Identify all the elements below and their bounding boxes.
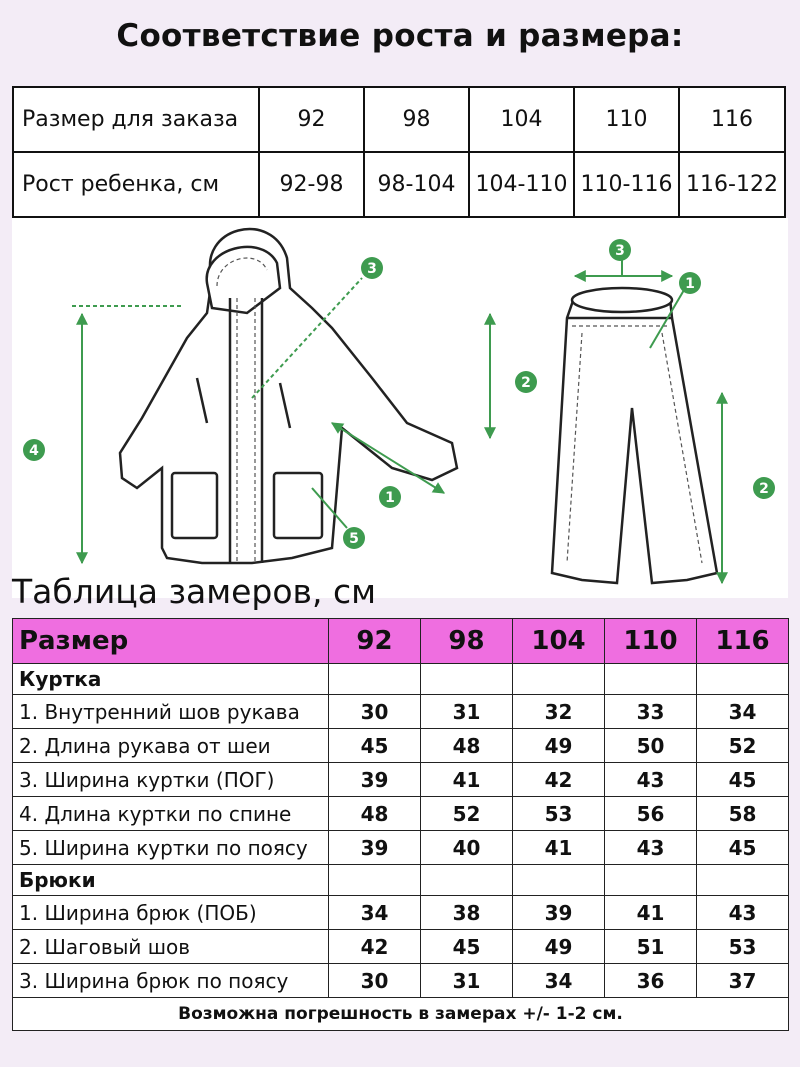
measure-row — [13, 964, 789, 998]
measure-label: 3. Ширина куртки (ПОГ) — [13, 763, 329, 797]
measure-value: 36 — [605, 964, 697, 998]
measure-value: 45 — [421, 930, 513, 964]
measure-value: 45 — [329, 729, 421, 763]
row-label: Размер для заказа — [13, 87, 259, 152]
measure-value: 52 — [421, 797, 513, 831]
measure-value: 39 — [329, 831, 421, 865]
measurements-title: Таблица замеров, см — [12, 572, 377, 611]
measure-label: 2. Шаговый шов — [13, 930, 329, 964]
size-cell: 116 — [679, 87, 785, 152]
svg-text:1: 1 — [385, 490, 395, 506]
measure-value: 45 — [697, 763, 789, 797]
measure-label: 1. Внутренний шов рукава — [13, 695, 329, 729]
child-height-row — [13, 152, 785, 217]
measure-value: 45 — [697, 831, 789, 865]
measurement-diagram — [12, 218, 788, 598]
measure-value: 40 — [421, 831, 513, 865]
size-cell: 98 — [364, 87, 469, 152]
measure-value: 51 — [605, 930, 697, 964]
measure-value: 48 — [329, 797, 421, 831]
measure-value: 41 — [421, 763, 513, 797]
measure-value: 50 — [605, 729, 697, 763]
header-size: 92 — [329, 619, 421, 664]
marker-1 — [379, 486, 401, 508]
measure-value: 41 — [605, 896, 697, 930]
measure-value: 39 — [329, 763, 421, 797]
marker-3 — [609, 239, 631, 261]
size-cell: 104 — [469, 87, 574, 152]
section-label: Куртка — [13, 664, 329, 695]
row-label: Рост ребенка, см — [13, 152, 259, 217]
measure-header-row — [13, 619, 789, 664]
marker-2 — [753, 477, 775, 499]
svg-text:2: 2 — [521, 375, 531, 391]
measure-label: 1. Ширина брюк (ПОБ) — [13, 896, 329, 930]
header-size: 98 — [421, 619, 513, 664]
measure-value: 30 — [329, 964, 421, 998]
measure-row — [13, 896, 789, 930]
height-cell: 116-122 — [679, 152, 785, 217]
measure-value: 37 — [697, 964, 789, 998]
measure-value: 38 — [421, 896, 513, 930]
header-size: 116 — [697, 619, 789, 664]
section-pants — [13, 865, 789, 896]
measure-value: 33 — [605, 695, 697, 729]
measurements-table — [12, 618, 789, 1031]
svg-text:4: 4 — [29, 443, 39, 459]
measure-value: 34 — [513, 964, 605, 998]
measure-value: 49 — [513, 930, 605, 964]
marker-1 — [679, 272, 701, 294]
note-row — [13, 998, 789, 1031]
measure-value: 43 — [605, 763, 697, 797]
order-size-row — [13, 87, 785, 152]
section-label: Брюки — [13, 865, 329, 896]
size-cell: 92 — [259, 87, 364, 152]
measure-row — [13, 930, 789, 964]
measure-row — [13, 763, 789, 797]
page-title: Соответствие роста и размера: — [116, 18, 684, 54]
pants-rows — [13, 896, 789, 998]
measure-value: 34 — [329, 896, 421, 930]
jacket-outline — [120, 229, 457, 563]
measure-value: 43 — [605, 831, 697, 865]
measure-value: 39 — [513, 896, 605, 930]
section-jacket — [13, 664, 789, 695]
garment-illustration — [12, 218, 788, 598]
header-label: Размер — [13, 619, 329, 664]
height-cell: 98-104 — [364, 152, 469, 217]
header-size: 110 — [605, 619, 697, 664]
svg-text:3: 3 — [367, 261, 377, 277]
height-cell: 110-116 — [574, 152, 679, 217]
size-height-table — [12, 86, 786, 218]
svg-text:3: 3 — [615, 243, 625, 259]
measure-value: 43 — [697, 896, 789, 930]
measure-row — [13, 797, 789, 831]
measure-value: 34 — [697, 695, 789, 729]
measure-row — [13, 831, 789, 865]
marker-2 — [515, 371, 537, 393]
measure-value: 42 — [513, 763, 605, 797]
measure-value: 32 — [513, 695, 605, 729]
measure-label: 4. Длина куртки по спине — [13, 797, 329, 831]
svg-text:2: 2 — [759, 481, 769, 497]
measure-value: 53 — [697, 930, 789, 964]
measure-value: 52 — [697, 729, 789, 763]
measure-value: 41 — [513, 831, 605, 865]
measure-value: 49 — [513, 729, 605, 763]
size-cell: 110 — [574, 87, 679, 152]
measure-value: 42 — [329, 930, 421, 964]
measure-value: 31 — [421, 964, 513, 998]
measure-label: 2. Длина рукава от шеи — [13, 729, 329, 763]
measure-value: 53 — [513, 797, 605, 831]
measure-value: 56 — [605, 797, 697, 831]
svg-text:1: 1 — [685, 276, 695, 292]
measure-value: 31 — [421, 695, 513, 729]
height-cell: 92-98 — [259, 152, 364, 217]
measure-label: 5. Ширина куртки по поясу — [13, 831, 329, 865]
marker-5 — [343, 527, 365, 549]
jacket-rows — [13, 695, 789, 865]
marker-3 — [361, 257, 383, 279]
measure-value: 30 — [329, 695, 421, 729]
tolerance-note: Возможна погрешность в замерах +/- 1-2 см. — [13, 998, 789, 1031]
height-cell: 104-110 — [469, 152, 574, 217]
measure-value: 48 — [421, 729, 513, 763]
measure-value: 58 — [697, 797, 789, 831]
measure-row — [13, 695, 789, 729]
header-size: 104 — [513, 619, 605, 664]
pants-outline — [552, 288, 717, 583]
measure-row — [13, 729, 789, 763]
measure-label: 3. Ширина брюк по поясу — [13, 964, 329, 998]
marker-4 — [23, 439, 45, 461]
svg-text:5: 5 — [349, 531, 359, 547]
